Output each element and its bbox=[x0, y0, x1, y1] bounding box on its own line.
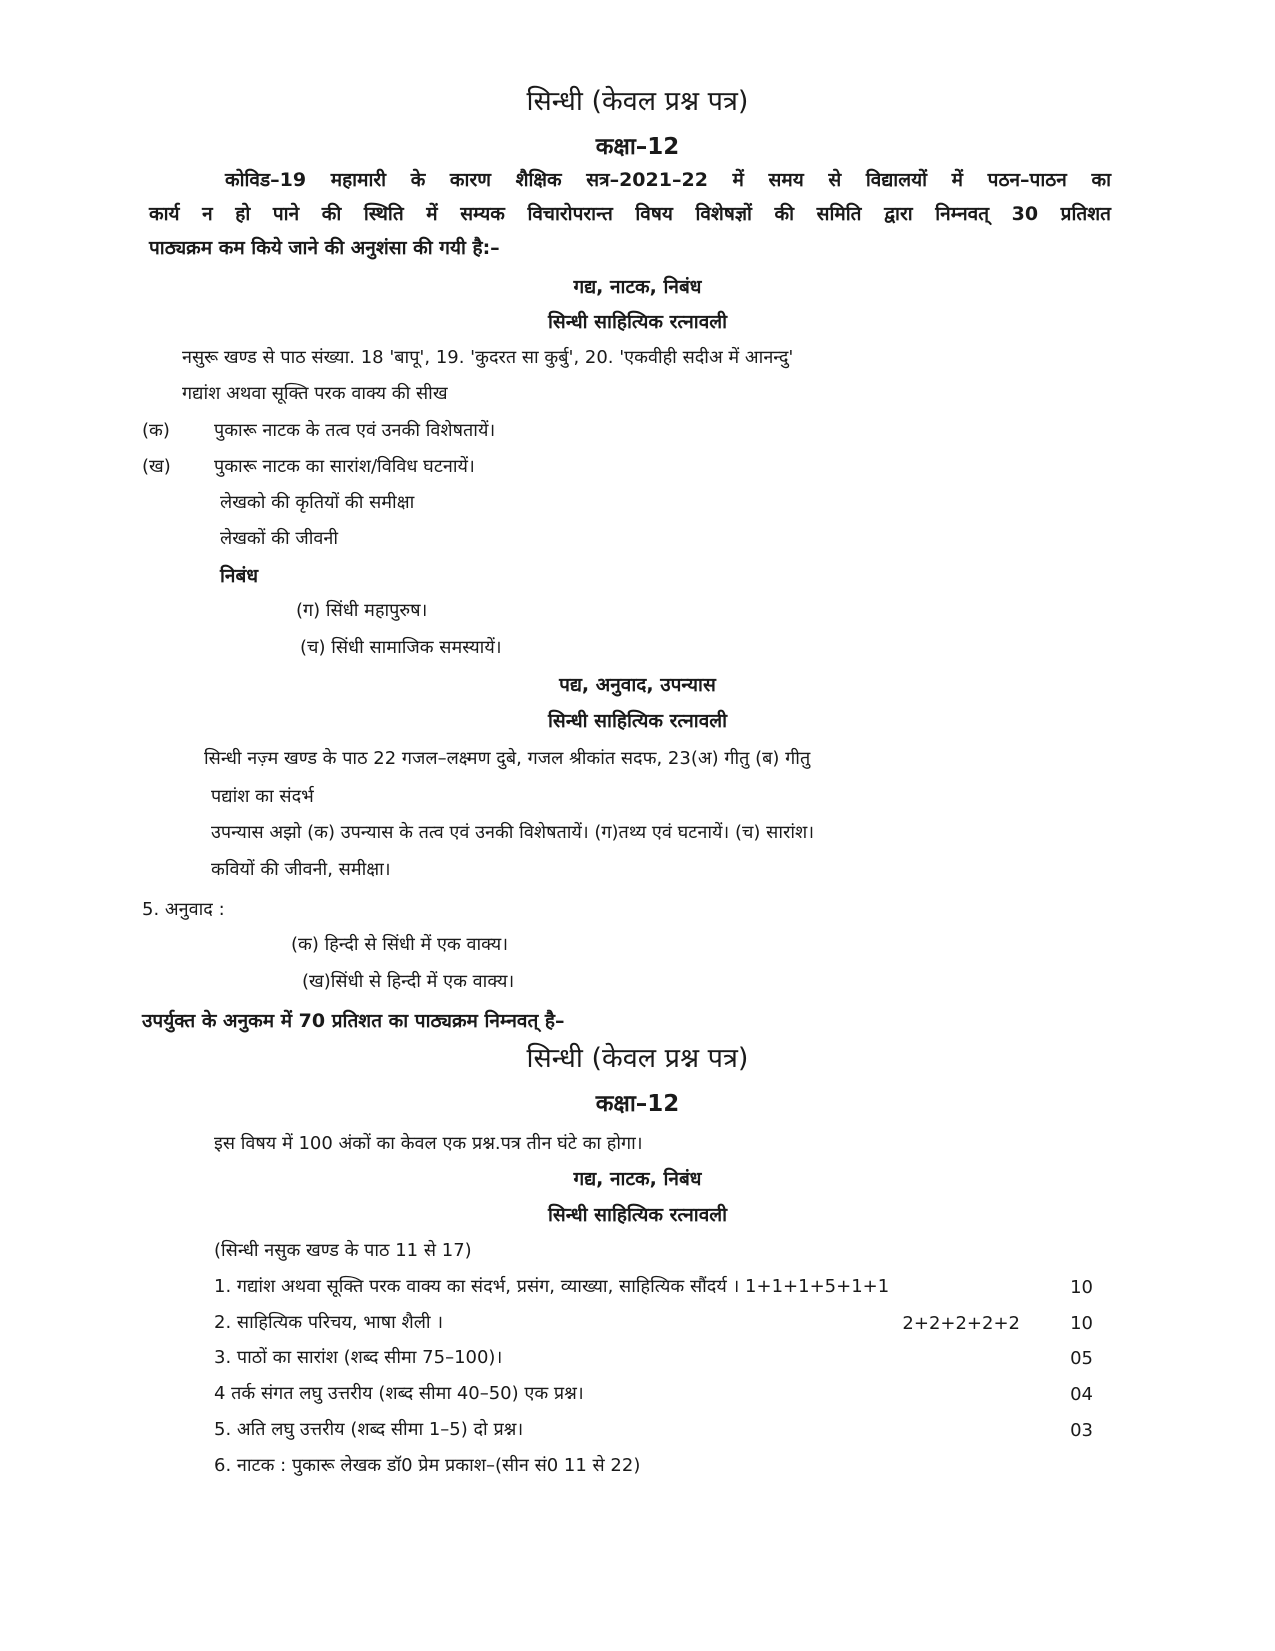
marks-item: 5. अति लघु उत्तरीय (शब्द सीमा 1–5) दो प्रश्न। bbox=[214, 1419, 524, 1440]
intro-line: कोविड–19 महामारी के कारण शैक्षिक सत्र–2021–22 में समय से विद्यालयों में पठन–पाठन का bbox=[225, 169, 1111, 191]
marks-item: 2. साहित्यिक परिचय, भाषा शैली । bbox=[214, 1312, 444, 1333]
syllabus-line: कवियों की जीवनी, समीक्षा। bbox=[211, 859, 391, 880]
section-subheading: सिन्धी साहित्यिक रत्नावली bbox=[547, 710, 728, 732]
section-subheading: सिन्धी साहित्यिक रत्नावली bbox=[547, 1204, 728, 1226]
marks-value: 10 bbox=[1070, 1277, 1093, 1298]
syllabus-line: लेखको की कृतियों की समीक्षा bbox=[220, 492, 415, 513]
translation-heading: 5. अनुवाद : bbox=[142, 899, 225, 920]
essay-item: (ग) सिंधी महापुरुष। bbox=[296, 600, 428, 621]
item-label: (ख) bbox=[142, 456, 171, 477]
syllabus-line: सिन्धी नज़्म खण्ड के पाठ 22 गजल–लक्ष्मण दुबे, गजल श्रीकांत सदफ, 23(अ) गीतु (ब) गीतु bbox=[204, 748, 811, 769]
section-heading: गद्य, नाटक, निबंध bbox=[573, 276, 702, 298]
intro-line: कार्य न हो पाने की स्थिति में सम्यक विचारोपरान्त विषय विशेषज्ञों की समिति द्वारा निम्नवत् 30 प्रतिशत bbox=[149, 203, 1111, 225]
syllabus-line: लेखकों की जीवनी bbox=[220, 528, 339, 549]
syllabus-line: पद्यांश का संदर्भ bbox=[211, 786, 314, 807]
marks-item: 3. पाठों का सारांश (शब्द सीमा 75–100)। bbox=[214, 1347, 503, 1368]
essay-item: (च) सिंधी सामाजिक समस्यायें। bbox=[300, 637, 502, 658]
transition-line: उपर्युक्त के अनुकम में 70 प्रतिशत का पाठ्यक्रम निम्नवत् है– bbox=[142, 1010, 565, 1032]
syllabus-line: गद्यांश अथवा सूक्ति परक वाक्य की सीख bbox=[182, 383, 448, 404]
essay-heading: निबंध bbox=[220, 565, 259, 587]
marks-split: 2+2+2+2+2 bbox=[902, 1313, 1020, 1334]
exam-intro: इस विषय में 100 अंकों का केवल एक प्रश्न.पत्र तीन घंटे का होगा। bbox=[214, 1133, 643, 1154]
section-subheading: सिन्धी साहित्यिक रत्नावली bbox=[547, 311, 728, 333]
syllabus-line: उपन्यास अझो (क) उपन्यास के तत्व एवं उनकी विशेषतायें। (ग)तथ्य एवं घटनायें। (च) सारांश। bbox=[211, 822, 815, 843]
class-label: कक्षा–12 bbox=[595, 134, 680, 160]
marks-value: 10 bbox=[1070, 1313, 1093, 1334]
translation-item: (क) हिन्दी से सिंधी में एक वाक्य। bbox=[291, 934, 509, 955]
marks-value: 04 bbox=[1070, 1384, 1093, 1405]
section-heading: पद्य, अनुवाद, उपन्यास bbox=[559, 674, 716, 696]
intro-line: पाठ्यक्रम कम किये जाने की अनुशंसा की गयी है:– bbox=[149, 237, 500, 259]
page-title: सिन्धी (केवल प्रश्न पत्र) bbox=[526, 86, 749, 117]
marks-value: 03 bbox=[1070, 1420, 1093, 1441]
section-heading: गद्य, नाटक, निबंध bbox=[573, 1168, 702, 1190]
item-text: पुकारू नाटक के तत्व एवं उनकी विशेषतायें। bbox=[214, 420, 496, 441]
item-label: (क) bbox=[142, 420, 170, 441]
marks-item: 1. गद्यांश अथवा सूक्ति परक वाक्य का संदर्भ, प्रसंग, व्याख्या, साहित्यिक सौंदर्य । 1+1+1+5+1+1 bbox=[214, 1276, 890, 1297]
item-text: पुकारू नाटक का सारांश/विविध घटनायें। bbox=[214, 456, 475, 477]
marks-item: 4 तर्क संगत लघु उत्तरीय (शब्द सीमा 40–50) एक प्रश्न। bbox=[214, 1383, 584, 1404]
syllabus-line: नसुरू खण्ड से पाठ संख्या. 18 'बापू', 19. 'कुदरत सा कुर्बु', 20. 'एकवीही सदीअ में आनन्दु' bbox=[182, 347, 794, 368]
translation-item: (ख)सिंधी से हिन्दी में एक वाक्य। bbox=[302, 971, 515, 992]
lessons-note: (सिन्धी नसुक खण्ड के पाठ 11 से 17) bbox=[214, 1240, 472, 1261]
class-label: कक्षा–12 bbox=[595, 1091, 680, 1117]
page-title: सिन्धी (केवल प्रश्न पत्र) bbox=[526, 1043, 749, 1074]
marks-value: 05 bbox=[1070, 1348, 1093, 1369]
intro-paragraph bbox=[149, 163, 1111, 265]
marks-item: 6. नाटक : पुकारू लेखक डॉ0 प्रेम प्रकाश–(सीन सं0 11 से 22) bbox=[214, 1455, 641, 1476]
